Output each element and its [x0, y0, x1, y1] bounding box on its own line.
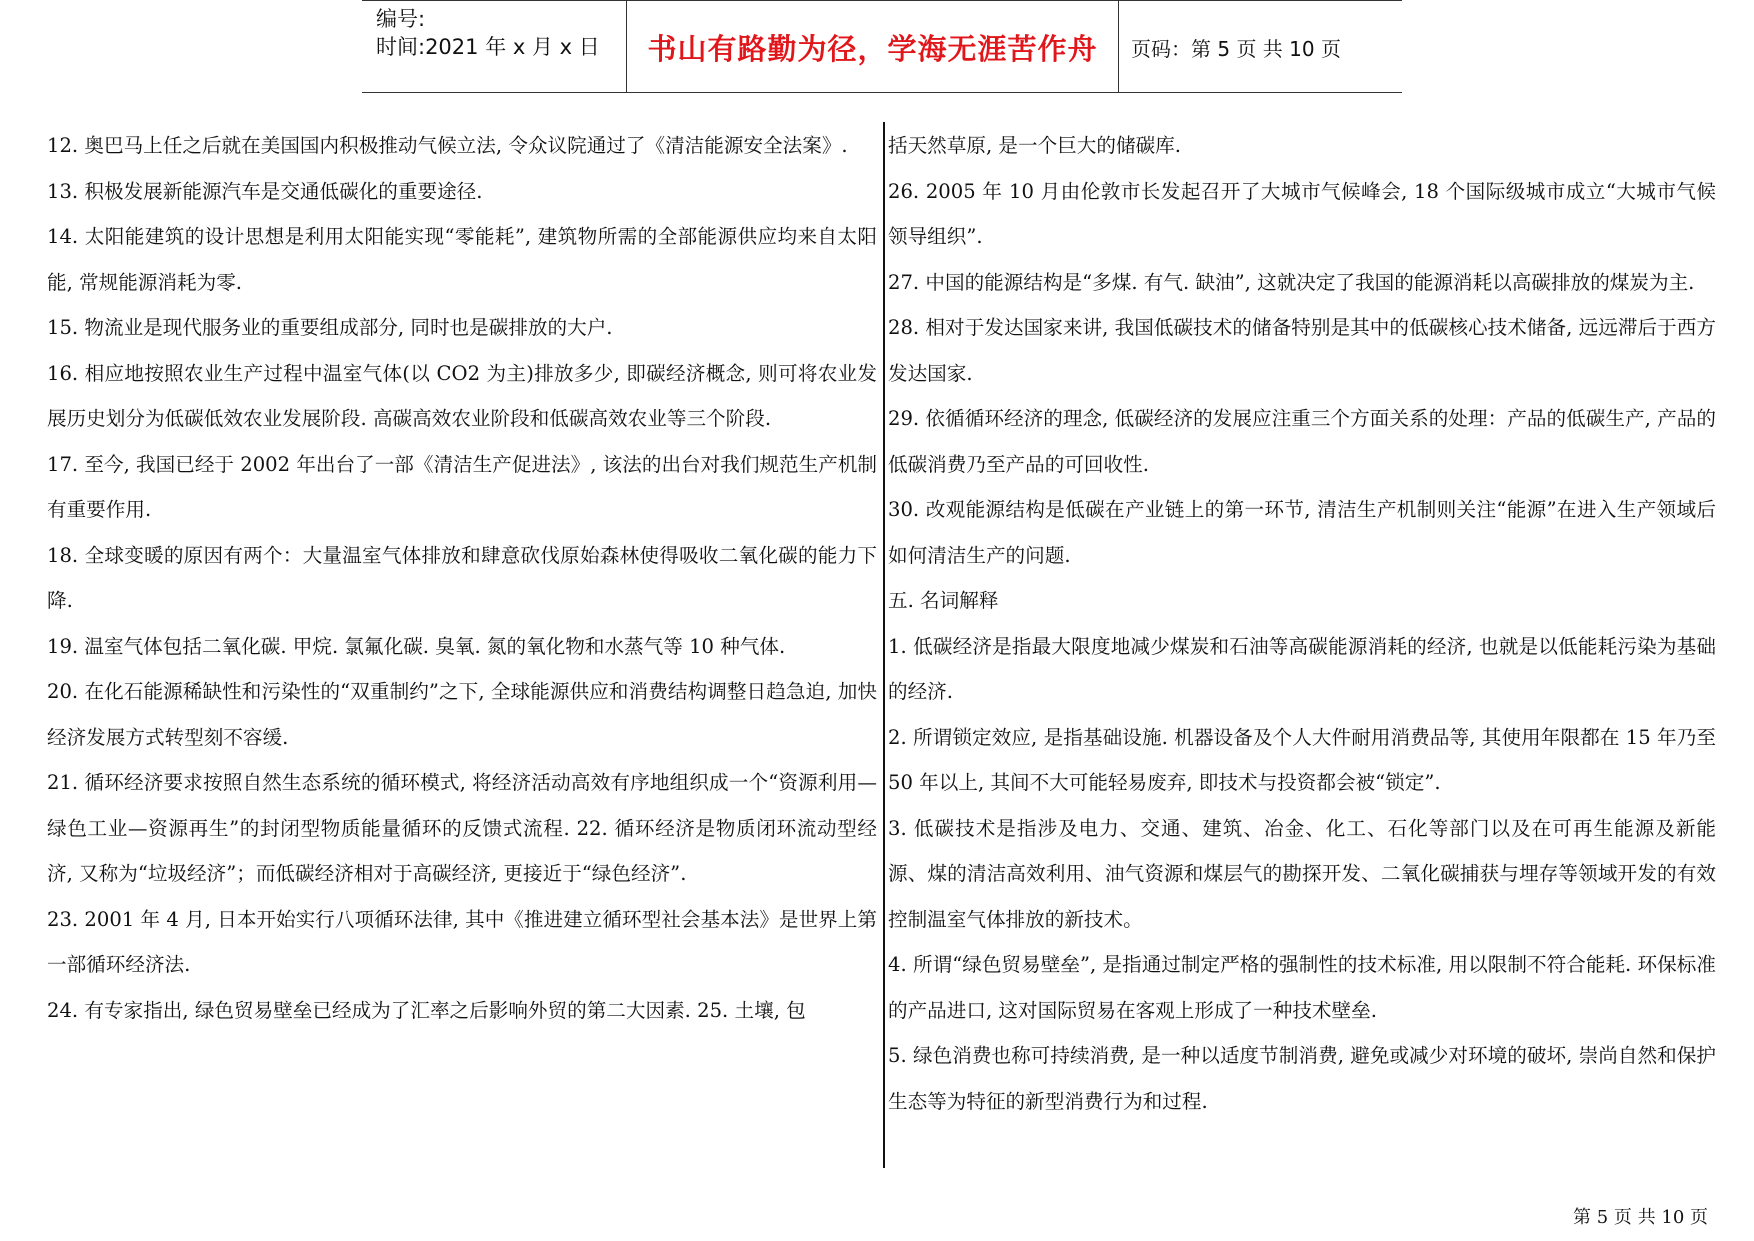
paragraph-20: 20. 在化石能源稀缺性和污染性的“双重制约”之下, 全球能源供应和消费结构调整日趋急迫, 加快经济发展方式转型刻不容缓.	[47, 680, 877, 749]
paragraph-26: 26. 2005 年 10 月由伦敦市长发起召开了大城市气候峰会, 18 个国际级城市成立“大城市气候领导组织”.	[888, 179, 1716, 248]
paragraph-27: 27. 中国的能源结构是“多煤. 有气. 缺油”, 这就决定了我国的能源消耗以高碳排放的煤炭为主.	[888, 270, 1695, 294]
header-meta	[362, 1, 626, 93]
paragraph-23: 23. 2001 年 4 月, 日本开始实行八项循环法律, 其中《推进建立循环型社会基本法》是世界上第一部循环经济法.	[47, 907, 877, 976]
paragraph-14: 14. 太阳能建筑的设计思想是利用太阳能实现“零能耗”, 建筑物所需的全部能源供应均来自太阳能, 常规能源消耗为零.	[47, 225, 877, 294]
paragraph-21-22: 21. 循环经济要求按照自然生态系统的循环模式, 将经济活动高效有序地组织成一个“资源利用—绿色工业—资源再生”的封闭型物质能量循环的反馈式流程. 22. 循环经济是物质闭环流动型经济, 又称为“垃圾经济”；而低碳经济相对于高碳经济, 更接近于“绿色经济”.	[47, 771, 877, 885]
header-motto-cell	[626, 1, 1119, 93]
header-page-number: 页码：第 5 页 共 10 页	[1131, 36, 1341, 61]
page-footer: 第 5 页 共 10 页	[1573, 1207, 1708, 1228]
paragraph-18: 18. 全球变暖的原因有两个：大量温室气体排放和肆意砍伐原始森林使得吸收二氧化碳的能力下降.	[47, 543, 877, 612]
term-4-green-trade-barrier: 4. 所谓“绿色贸易壁垒”, 是指通过制定严格的强制性的技术标准, 用以限制不符合能耗. 环保标准的产品进口, 这对国际贸易在客观上形成了一种技术壁垒.	[888, 953, 1716, 1022]
document-number-label: 编号:	[376, 7, 426, 31]
paragraph-24-25: 24. 有专家指出, 绿色贸易壁垒已经成为了汇率之后影响外贸的第二大因素. 25. 土壤, 包	[47, 998, 806, 1022]
paragraph-12: 12. 奥巴马上任之后就在美国国内积极推动气候立法, 令众议院通过了《清洁能源安全法案》.	[47, 134, 848, 157]
term-3-low-carbon-tech: 3. 低碳技术是指涉及电力、交通、建筑、冶金、化工、石化等部门以及在可再生能源及新能源、煤的清洁高效利用、油气资源和煤层气的勘探开发、二氧化碳捕获与埋存等领域开发的有效控制温室气体排放的新技术。	[888, 816, 1716, 931]
paragraph-29: 29. 依循循环经济的理念, 低碳经济的发展应注重三个方面关系的处理：产品的低碳生产, 产品的低碳消费乃至产品的可回收性.	[888, 407, 1716, 476]
left-column	[47, 123, 877, 1033]
paragraph-16: 16. 相应地按照农业生产过程中温室气体(以 CO2 为主)排放多少, 即碳经济概念, 则可将农业发展历史划分为低碳低效农业发展阶段. 高碳高效农业阶段和低碳高效农业等三个阶段.	[47, 361, 877, 430]
paragraph-19: 19. 温室气体包括二氧化碳. 甲烷. 氯氟化碳. 臭氧. 氮的氧化物和水蒸气等 10 种气体.	[47, 634, 786, 658]
paragraph-28: 28. 相对于发达国家来讲, 我国低碳技术的储备特别是其中的低碳核心技术储备, 远远滞后于西方发达国家.	[888, 316, 1716, 385]
column-divider	[883, 122, 885, 1168]
section-heading-terms: 五. 名词解释	[888, 589, 999, 612]
right-column	[888, 123, 1716, 1124]
document-time-label: 时间:2021 年 x 月 x 日	[376, 35, 600, 59]
header-page-cell	[1117, 1, 1402, 93]
term-1-low-carbon-economy: 1. 低碳经济是指最大限度地减少煤炭和石油等高碳能源消耗的经济, 也就是以低能耗污染为基础的经济.	[888, 634, 1716, 703]
paragraph-15: 15. 物流业是现代服务业的重要组成部分, 同时也是碳排放的大户.	[47, 316, 613, 339]
page-header	[362, 0, 1402, 93]
paragraph-13: 13. 积极发展新能源汽车是交通低碳化的重要途径.	[47, 179, 483, 203]
paragraph-17: 17. 至今, 我国已经于 2002 年出台了一部《清洁生产促进法》, 该法的出台对我们规范生产机制有重要作用.	[47, 452, 877, 521]
term-5-green-consumption: 5. 绿色消费也称可持续消费, 是一种以适度节制消费, 避免或减少对环境的破坏, 崇尚自然和保护生态等为特征的新型消费行为和过程.	[888, 1044, 1716, 1113]
term-2-lock-in-effect: 2. 所谓锁定效应, 是指基础设施. 机器设备及个人大件耐用消费品等, 其使用年限都在 15 年乃至 50 年以上, 其间不大可能轻易废弃, 即技术与投资都会被“锁定”.	[888, 725, 1716, 794]
motto-text: 书山有路勤为径，学海无涯苦作舟	[647, 31, 1098, 66]
paragraph-30: 30. 改观能源结构是低碳在产业链上的第一环节, 清洁生产机制则关注“能源”在进入生产领域后如何清洁生产的问题.	[888, 498, 1716, 567]
paragraph-25-cont: 括天然草原, 是一个巨大的储碳库.	[888, 134, 1181, 157]
